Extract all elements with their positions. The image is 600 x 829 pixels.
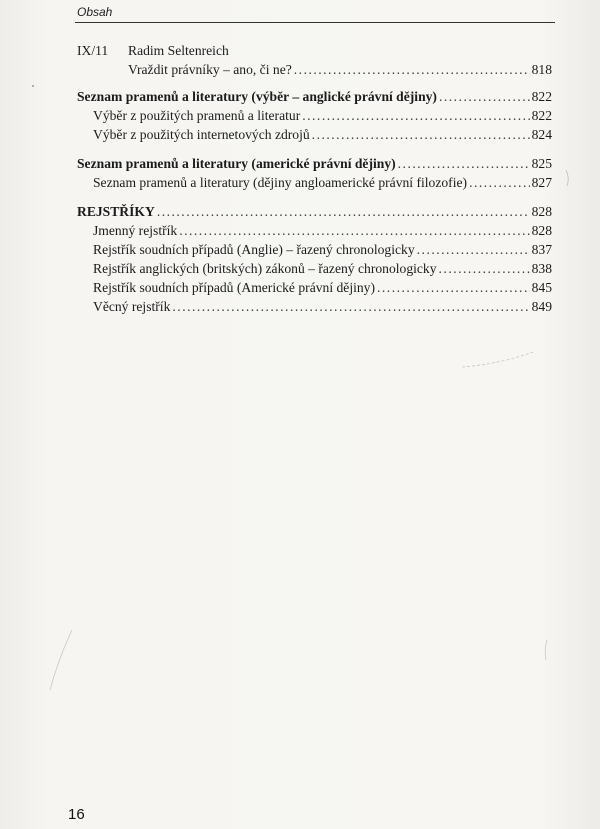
toc-entry-label: Výběr z použitých pramenů a literatur bbox=[93, 108, 301, 123]
toc-entry-page: 828 bbox=[531, 223, 552, 238]
toc-heading-page: 822 bbox=[531, 89, 552, 104]
toc-entry-label: Rejstřík soudních případů (Anglie) – řazený chronologicky bbox=[93, 242, 415, 257]
toc-entry-label: Rejstřík soudních případů (Americké právní dějiny) bbox=[93, 280, 375, 295]
toc-entry-label: Vraždit právníky – ano, či ne? bbox=[128, 62, 292, 77]
toc-heading-label: REJSTŘÍKY bbox=[77, 204, 155, 219]
toc-entry-page: 849 bbox=[531, 299, 552, 314]
toc-entry-page: 822 bbox=[531, 108, 552, 123]
toc-entry-page: 827 bbox=[531, 175, 552, 190]
running-head: Obsah bbox=[77, 5, 113, 19]
toc-heading-label: Seznam pramenů a literatury (americké právní dějiny) bbox=[77, 156, 396, 171]
toc-heading-label: Seznam pramenů a literatury (výběr – anglické právní dějiny) bbox=[77, 89, 437, 104]
toc-entry-label: Výběr z použitých internetových zdrojů bbox=[93, 127, 310, 142]
toc-entry-page: 838 bbox=[531, 261, 552, 276]
toc-entry-label: Rejstřík anglických (britských) zákonů – řazený chronologicky bbox=[93, 261, 437, 276]
toc-heading-page: 825 bbox=[531, 156, 552, 171]
toc-heading-page: 828 bbox=[531, 204, 552, 219]
toc-entry-page: 824 bbox=[531, 127, 552, 142]
toc-entry-page: 837 bbox=[531, 242, 552, 257]
section-number: IX/11 bbox=[77, 43, 109, 58]
toc-entry-page: 845 bbox=[531, 280, 552, 295]
page-number: 16 bbox=[68, 806, 85, 823]
toc-entry-label: Seznam pramenů a literatury (dějiny angloamerické právní filozofie) bbox=[93, 175, 468, 190]
toc-entry-page: 818 bbox=[531, 62, 552, 77]
toc-entry-label: Jmenný rejstřík bbox=[93, 223, 178, 238]
toc-entry-label: Věcný rejstřík bbox=[93, 299, 171, 314]
chapter-author: Radim Seltenreich bbox=[128, 43, 229, 58]
